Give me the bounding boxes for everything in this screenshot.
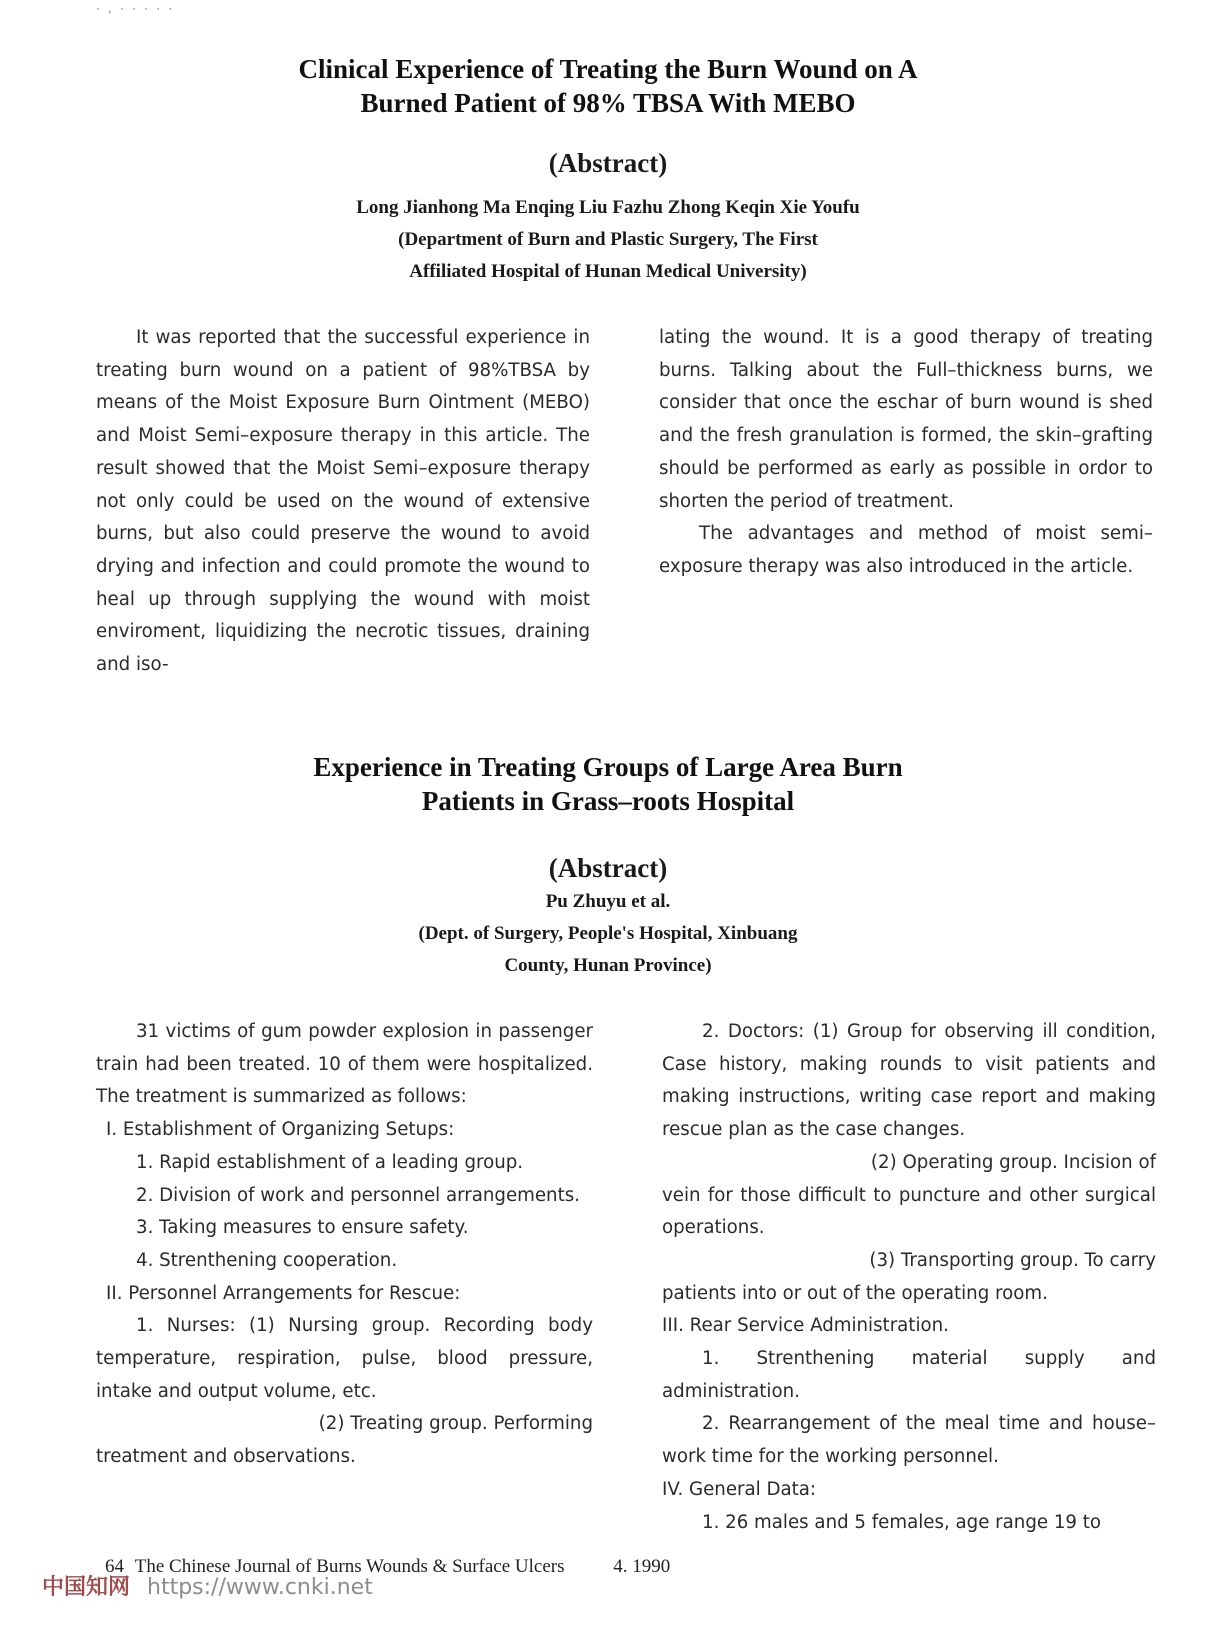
article2-right-column [662, 1016, 1156, 1539]
article2-affiliation-line2: County, Hunan Province) [504, 955, 712, 976]
article2-title-line2: Patients in Grass–roots Hospital [421, 786, 795, 816]
article1-left-paragraph: It was reported that the successful experience in treating burn wound on a patient of 98%TBSA by means of the Moist Exposure Burn Ointment (MEBO) and Moist Semi–exposure therapy in this article. The result showed that the Moist Semi–exposure therapy not only could be used on the wound of extensive burns, but also could preserve the wound to avoid drying and infection and could promote the wound to heal up through supplying the wound with moist enviroment, liquidizing the necrotic tissues, draining and iso- [96, 327, 590, 676]
article2-section2-operating-group-cont: vein for those difficult to puncture and other surgical operations. [662, 1184, 1156, 1239]
article1-authors: Long Jianhong Ma Enqing Liu Fazhu Zhong Keqin Xie Youfu [356, 197, 860, 218]
article1-left-column [96, 322, 590, 682]
article2-affiliation-line1: (Dept. of Surgery, People's Hospital, Xinbuang [418, 923, 798, 944]
watermark-url: https://www.cnki.net [147, 1575, 373, 1600]
article2-section2-operating-group: (2) Operating group. Incision of [870, 1151, 1156, 1173]
article1-title-line1: Clinical Experience of Treating the Burn Wound on A [298, 54, 918, 84]
article2-section2-nurses: 1. Nurses: (1) Nursing group. Recording body temperature, respiration, pulse, blood pressure, intake and output volume, etc. [96, 1315, 593, 1402]
article2-section1-item1: 1. Rapid establishment of a leading group. [136, 1151, 524, 1173]
article2-abstract-label: (Abstract) [548, 853, 668, 883]
article1-right-paragraph-1: lating the wound. It is a good therapy of treating burns. Talking about the Full–thickness burns, we consider that once the eschar of burn wound is shed and the fresh granulation is formed, the skin–grafting should be performed as early as possible in ordor to shorten the period of treatment. [659, 327, 1153, 512]
article1-abstract-label: (Abstract) [548, 148, 668, 178]
article2-section1-heading: I. Establishment of Organizing Setups: [106, 1119, 455, 1141]
page-number: 64 [105, 1556, 124, 1577]
journal-issue: 4. 1990 [613, 1556, 671, 1577]
journal-name: The Chinese Journal of Burns Wounds & Surface Ulcers [134, 1556, 565, 1577]
article2-section2-doctors: 2. Doctors: (1) Group for observing ill condition, Case history, making rounds to visit patients and making instructions, writing case report and making rescue plan as the case changes. [662, 1021, 1156, 1141]
cnki-watermark [42, 1570, 373, 1601]
article2-intro: 31 victims of gum powder explosion in passenger train had been treated. 10 of them were hospitalized. The treatment is summarized as follows: [96, 1021, 593, 1108]
article2-section3-item2: 2. Rearrangement of the meal time and house–work time for the working personnel. [662, 1413, 1156, 1468]
watermark-site-name: 中国知网 [42, 1575, 131, 1600]
article1-right-paragraph-2: The advantages and method of moist semi–exposure therapy was also introduced in the article. [659, 523, 1153, 577]
article2-section1-item4: 4. Strenthening cooperation. [136, 1249, 398, 1271]
article1-affiliation-line2: Affiliated Hospital of Hunan Medical University) [409, 261, 807, 282]
article2-section2-treating-group: (2) Treating group. Performing [318, 1413, 593, 1435]
article2-section1-item3: 3. Taking measures to ensure safety. [136, 1217, 469, 1239]
article2-section2-treating-group-cont: treatment and observations. [96, 1446, 356, 1468]
article2-section4-item1: 1. 26 males and 5 females, age range 19 to [702, 1511, 1102, 1533]
article2-section3-heading: III. Rear Service Administration. [662, 1315, 949, 1337]
article2-section3-item1: 1. Strenthening material supply and administration. [662, 1348, 1156, 1402]
article2-section2-transporting-group: (3) Transporting group. To carry [869, 1249, 1156, 1271]
article1-right-column [659, 322, 1153, 584]
article2-authors: Pu Zhuyu et al. [545, 891, 671, 912]
article2-section4-heading: IV. General Data: [662, 1478, 817, 1500]
scan-specks: · , · · · · · [95, 4, 174, 15]
article2-section2-heading: II. Personnel Arrangements for Rescue: [106, 1282, 461, 1304]
article1-affiliation-line1: (Department of Burn and Plastic Surgery, The First [398, 229, 818, 250]
article1-title-line2: Burned Patient of 98% TBSA With MEBO [360, 88, 856, 118]
article2-title-line1: Experience in Treating Groups of Large Area Burn [313, 752, 903, 782]
article2-section2-transporting-group-cont: patients into or out of the operating room. [662, 1282, 1048, 1304]
article2-section1-item2: 2. Division of work and personnel arrangements. [136, 1184, 580, 1206]
article2-left-column [96, 1016, 593, 1474]
